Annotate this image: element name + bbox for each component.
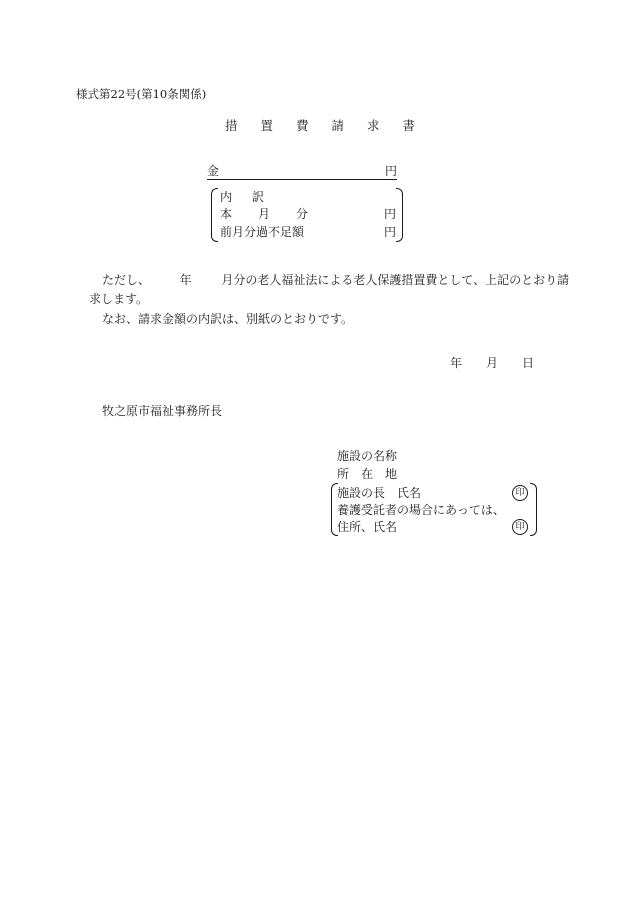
date-day: 日	[522, 356, 535, 370]
title-char: 書	[402, 118, 415, 133]
breakdown-adjustment-label: 前月分過不足額	[220, 225, 305, 239]
body-line-3: なお、請求金額の内訳は、別紙のとおりです。	[102, 312, 354, 326]
amount-label: 金	[207, 164, 220, 178]
title-char: 請	[331, 118, 344, 133]
breakdown-bracket-right	[396, 188, 403, 242]
title-char: 措	[225, 118, 238, 133]
title-char: 置	[260, 118, 273, 133]
breakdown-bracket-left	[211, 188, 218, 242]
applicant-bracket-right	[530, 483, 537, 536]
guardian-line-2: 住所、氏名	[337, 520, 398, 534]
breakdown-adjustment-unit: 円	[384, 225, 397, 239]
seal-mark[interactable]: 印	[512, 485, 528, 501]
guardian-line-1: 養護受託者の場合にあっては、	[337, 503, 505, 517]
form-number: 様式第22号(第10条関係)	[76, 87, 207, 101]
amount-field[interactable]	[207, 163, 397, 180]
title-char: 費	[295, 118, 309, 133]
breakdown-current-month-label: 本 月 分	[220, 207, 308, 221]
document-title	[225, 118, 415, 134]
breakdown-current-month-unit: 円	[384, 207, 397, 221]
facility-head-label: 施設の長 氏名	[337, 486, 422, 500]
amount-unit: 円	[384, 164, 397, 178]
title-char: 求	[366, 118, 380, 133]
body-line-1: ただし、 年 月分の老人福祉法による老人保護措置費として、上記のとおり請	[102, 273, 570, 287]
facility-name-label: 施設の名称	[337, 449, 398, 463]
addressee: 牧之原市福祉事務所長	[102, 404, 223, 418]
date-year: 年	[450, 356, 463, 370]
date-month: 月	[486, 356, 499, 370]
body-line-2: 求します。	[89, 292, 149, 306]
location-label: 所 在 地	[337, 467, 397, 481]
breakdown-header: 内 訳	[220, 190, 264, 204]
seal-mark[interactable]: 印	[512, 519, 528, 535]
